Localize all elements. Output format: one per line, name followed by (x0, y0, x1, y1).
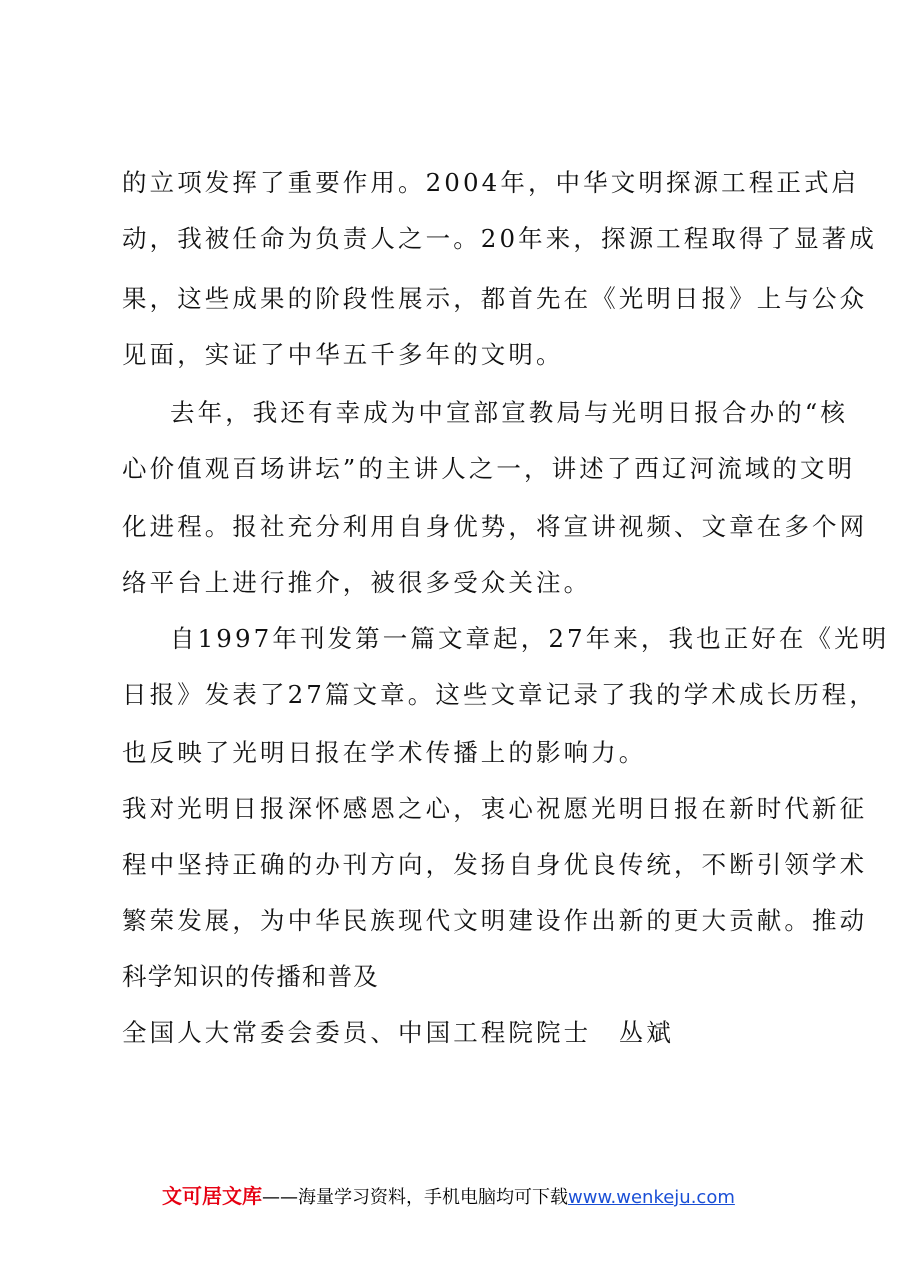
body-line: 动，我被任命为负责人之一。20年来，探源工程取得了显著成 (122, 224, 877, 253)
brand-name: 文可居文库 (162, 1184, 262, 1208)
body-line: 果，这些成果的阶段性展示，都首先在《光明日报》上与公众 (122, 284, 868, 313)
footer-tagline: ——海量学习资料，手机电脑均可下载 (262, 1187, 568, 1208)
body-line: 络平台上进行推介，被很多受众关注。 (122, 568, 592, 597)
body-line: 我对光明日报深怀感恩之心，衷心祝愿光明日报在新时代新征 (122, 794, 868, 823)
body-line: 自1997年刊发第一篇文章起，27年来，我也正好在《光明 (170, 624, 890, 653)
website-link[interactable]: www.wenkeju.com (568, 1187, 735, 1208)
body-line: 科学知识的传播和普及 (122, 962, 379, 991)
body-line: 心价值观百场讲坛”的主讲人之一，讲述了西辽河流域的文明 (122, 454, 856, 483)
author-line: 全国人大常委会委员、中国工程院院士 丛斌 (122, 1018, 674, 1047)
body-line: 繁荣发展，为中华民族现代文明建设作出新的更大贡献。推动 (122, 906, 868, 935)
footer-banner (162, 1183, 735, 1211)
body-line: 的立项发挥了重要作用。2004年，中华文明探源工程正式启 (122, 168, 860, 197)
body-line: 化进程。报社充分利用自身优势，将宣讲视频、文章在多个网 (122, 512, 868, 541)
body-line: 日报》发表了27篇文章。这些文章记录了我的学术成长历程， (122, 680, 877, 709)
body-line: 程中坚持正确的办刊方向，发扬自身优良传统，不断引领学术 (122, 850, 868, 879)
body-line: 见面，实证了中华五千多年的文明。 (122, 340, 564, 369)
body-line: 也反映了光明日报在学术传播上的影响力。 (122, 738, 647, 767)
body-line: 去年，我还有幸成为中宣部宣教局与光明日报合办的“核 (170, 398, 849, 427)
